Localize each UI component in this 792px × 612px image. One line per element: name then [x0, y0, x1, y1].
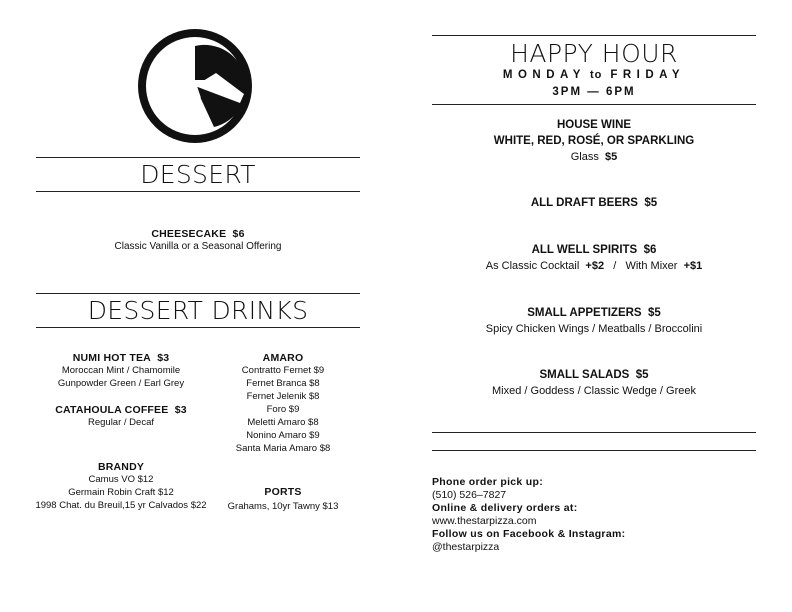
happy-hour-bottom-rule-2 — [432, 450, 756, 451]
house-wine-price: $5 — [605, 151, 618, 163]
cheesecake-item — [36, 228, 360, 253]
cheesecake-description: Classic Vanilla or a Seasonal Offering — [114, 241, 282, 252]
tea-name: NUMI HOT TEA — [72, 352, 151, 364]
house-wine-name: HOUSE WINE — [556, 119, 632, 131]
coffee-name: CATAHOULA COFFEE — [55, 404, 169, 416]
salads-name: SMALL SALADS — [539, 369, 630, 381]
mixer-label: With Mixer — [625, 260, 678, 272]
cocktail-price: +$2 — [585, 260, 605, 272]
tea-price: $3 — [157, 352, 170, 364]
happy-hour-times: 3PM — 6PM — [552, 86, 636, 98]
amaro-line: Santa Maria Amaro $8 — [235, 443, 331, 454]
social-label: Follow us on Facebook & Instagram: — [432, 528, 626, 540]
amaro-line: Foro $9 — [266, 404, 300, 415]
happy-hour-top-rule — [432, 35, 756, 36]
coffee-item — [36, 404, 206, 429]
amaro-line: Meletti Amaro $8 — [247, 417, 319, 428]
website-link[interactable]: www.thestarpizza.com — [432, 515, 537, 527]
phone-label: Phone order pick up: — [432, 476, 544, 488]
house-wine-glass: Glass — [570, 151, 599, 163]
mixer-price: +$1 — [683, 260, 703, 272]
social-handle[interactable]: @thestarpizza — [432, 541, 500, 553]
happy-hour-title: HAPPY HOUR — [510, 39, 678, 68]
coffee-price: $3 — [174, 404, 187, 416]
ports-name: PORTS — [264, 486, 302, 498]
happy-hour-bottom-rule-1 — [432, 432, 756, 433]
phone-number[interactable]: (510) 526–7827 — [432, 489, 507, 501]
ports-item — [218, 486, 348, 513]
salads-items: Mixed / Goddess / Classic Wedge / Greek — [492, 385, 696, 397]
small-salads-item — [432, 367, 756, 399]
brandy-line: Camus VO $12 — [88, 474, 154, 485]
dessert-drinks-top-rule — [36, 293, 360, 294]
dessert-drinks-title: DESSERT DRINKS — [87, 296, 309, 325]
draft-beers-item — [432, 195, 756, 211]
tea-options-2: Gunpowder Green / Earl Grey — [57, 378, 185, 389]
ports-line: Grahams, 10yr Tawny $13 — [227, 501, 339, 512]
draft-beers-price: $5 — [644, 197, 658, 209]
days-to: FRIDAY — [610, 69, 686, 81]
amaro-item — [218, 352, 348, 455]
brandy-line: 1998 Chat. du Breuil,15 yr Calvados $22 — [35, 500, 207, 511]
days-from: MONDAY — [502, 69, 586, 81]
house-wine-types: WHITE, RED, ROSÉ, OR SPARKLING — [493, 135, 695, 147]
appetizers-name: SMALL APPETIZERS — [527, 307, 642, 319]
amaro-name: AMARO — [262, 352, 304, 364]
house-wine-item — [432, 117, 756, 165]
brandy-item — [20, 461, 222, 512]
cocktail-label: As Classic Cocktail — [485, 260, 580, 272]
dessert-drinks-bottom-rule — [36, 327, 360, 328]
amaro-line: Contratto Fernet $9 — [241, 365, 325, 376]
pizza-star-icon — [136, 23, 254, 149]
cheesecake-price: $6 — [232, 228, 245, 240]
amaro-line: Fernet Jelenik $8 — [246, 391, 320, 402]
tea-item — [36, 352, 206, 390]
salads-price: $5 — [635, 369, 649, 381]
happy-hour-rule — [432, 104, 756, 105]
dessert-top-rule — [36, 157, 360, 158]
dessert-bottom-rule — [36, 191, 360, 192]
draft-beers-name: ALL DRAFT BEERS — [530, 197, 638, 209]
days-to-word: to — [589, 69, 603, 81]
well-spirits-item — [432, 242, 756, 274]
tea-options-1: Moroccan Mint / Chamomile — [61, 365, 181, 376]
appetizers-items: Spicy Chicken Wings / Meatballs / Broccolini — [485, 323, 703, 335]
amaro-line: Fernet Branca $8 — [246, 378, 320, 389]
online-label: Online & delivery orders at: — [432, 502, 578, 514]
contact-block — [432, 476, 756, 554]
small-appetizers-item — [432, 305, 756, 337]
well-spirits-name: ALL WELL SPIRITS — [531, 244, 638, 256]
brandy-name: BRANDY — [97, 461, 145, 473]
star-pizza-logo — [136, 23, 254, 149]
dessert-title: DESSERT — [140, 160, 256, 189]
coffee-options: Regular / Decaf — [87, 417, 154, 428]
cheesecake-name: CHEESECAKE — [151, 228, 227, 240]
well-spirits-price: $6 — [643, 244, 657, 256]
spirits-separator: / — [613, 260, 617, 272]
happy-hour-days — [432, 69, 756, 81]
brandy-line: Germain Robin Craft $12 — [68, 487, 174, 498]
appetizers-price: $5 — [647, 307, 661, 319]
amaro-line: Nonino Amaro $9 — [246, 430, 320, 441]
